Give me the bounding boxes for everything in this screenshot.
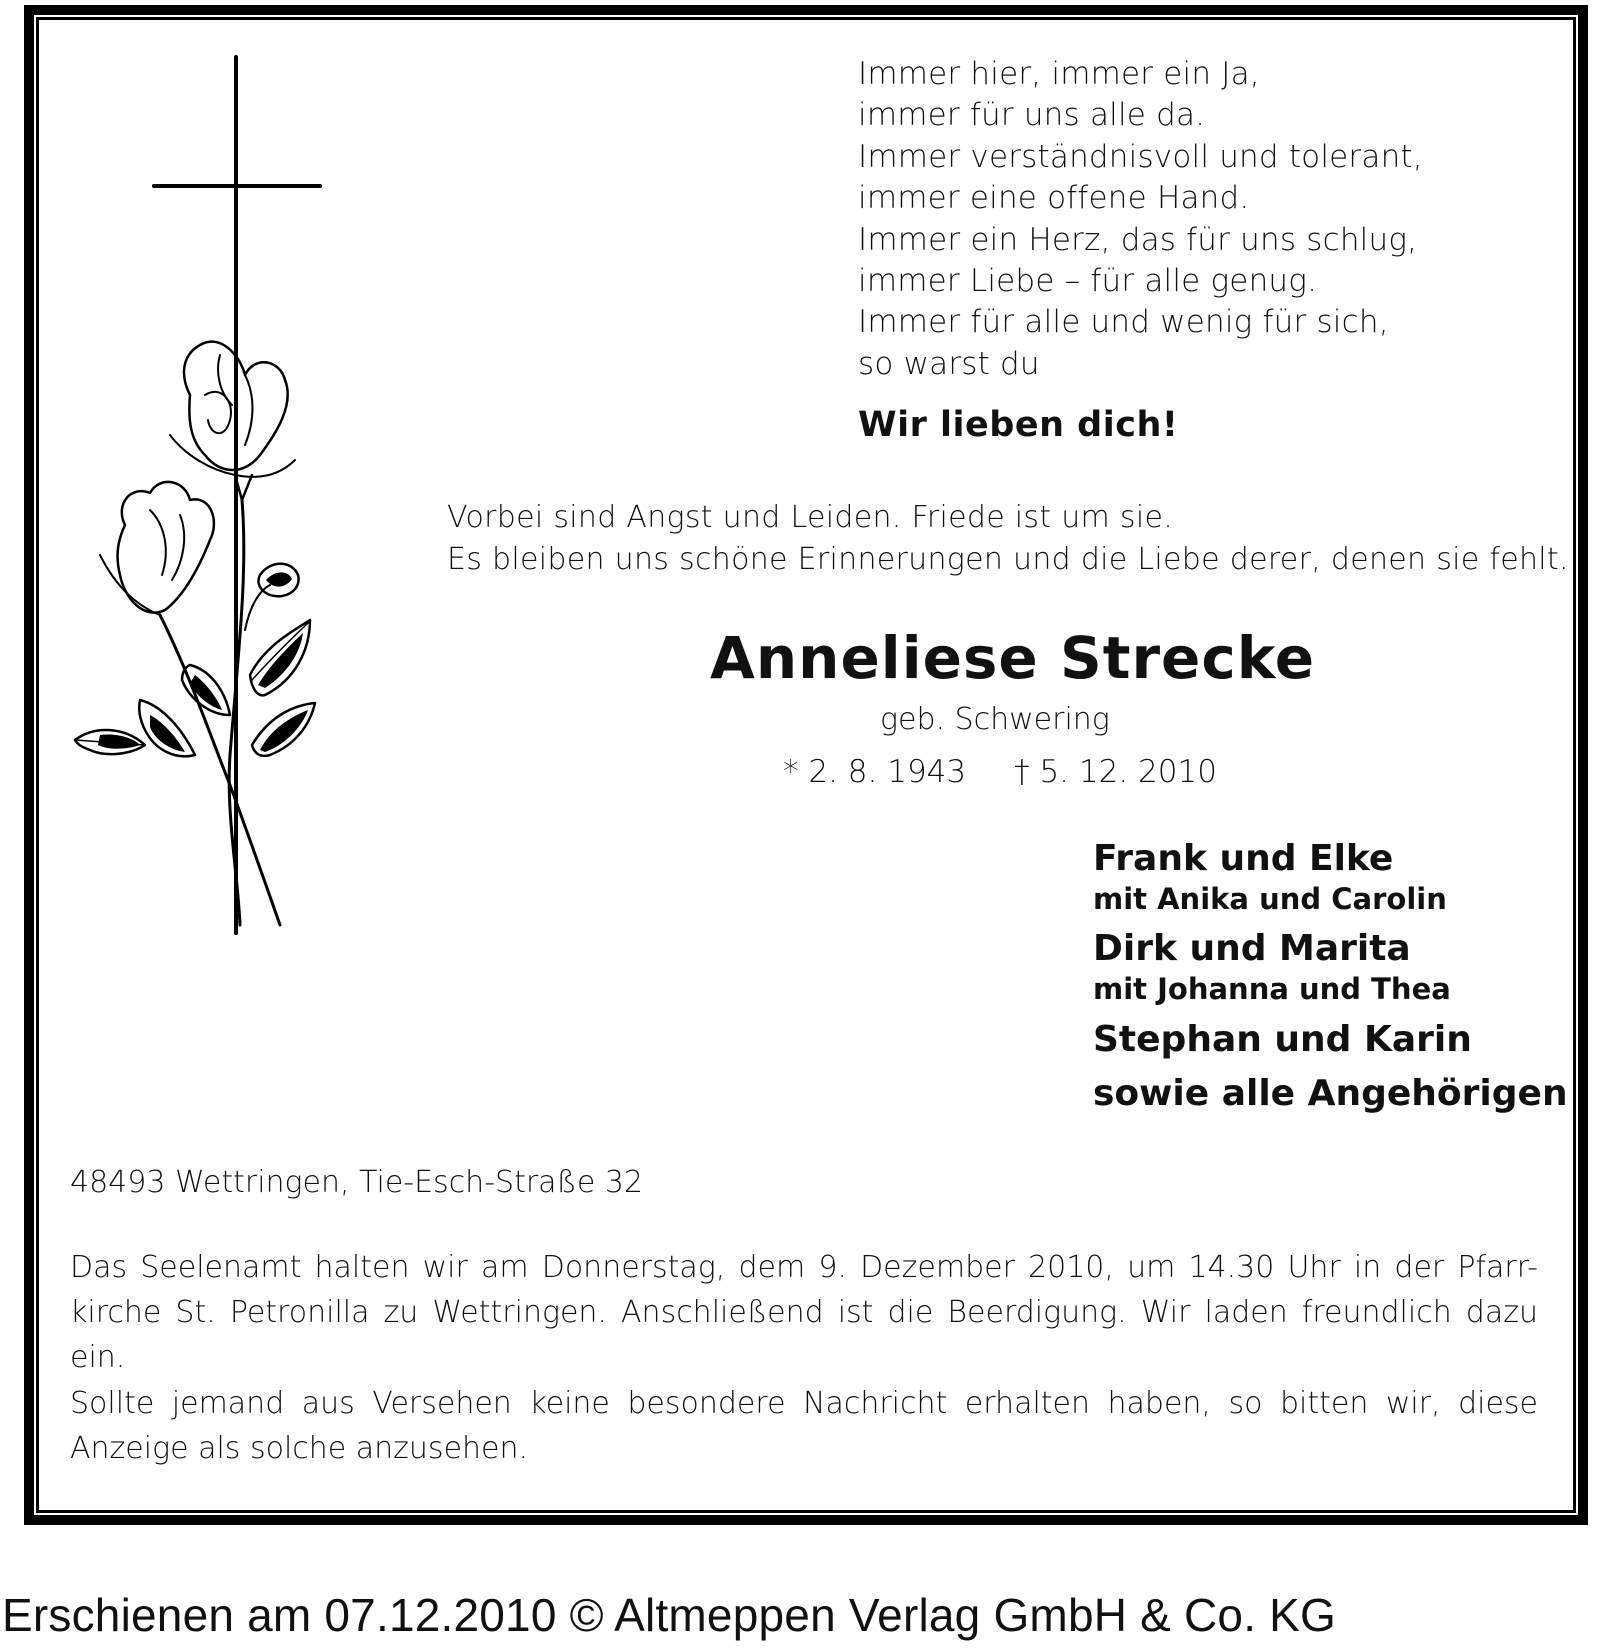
poem-line: immer Liebe – für alle genug. bbox=[858, 262, 1318, 299]
mourner-children: mit Johanna und Thea bbox=[1093, 972, 1451, 1006]
poem bbox=[858, 54, 1423, 385]
poem-line: Immer ein Herz, das für uns schlug, bbox=[858, 221, 1418, 258]
poem-line: Immer hier, immer ein Ja, bbox=[858, 56, 1260, 92]
verse bbox=[447, 497, 1569, 581]
mourner-name: Stephan und Karin bbox=[1093, 1019, 1472, 1060]
birth-date: * 2. 8. 1943 bbox=[783, 754, 967, 790]
verse-line-2: Es bleiben uns schöne Erinnerungen und die Liebe derer, denen sie fehlt. bbox=[447, 542, 1569, 577]
poem-line: Immer für alle und wenig für sich, bbox=[858, 304, 1389, 341]
poem-line: Immer verständnisvoll und tolerant, bbox=[858, 138, 1423, 175]
notice-paragraph: Sollte jemand aus Versehen keine besondere Nachricht erhalten haben, so bitten wir, diese Anzeige als solche anzusehen. bbox=[70, 1386, 1538, 1466]
poem-line: immer eine offene Hand. bbox=[858, 180, 1250, 217]
mourner-name: Frank und Elke bbox=[1093, 838, 1394, 879]
death-date: † 5. 12. 2010 bbox=[1014, 754, 1217, 790]
mourner-name: sowie alle Angehörigen bbox=[1093, 1073, 1568, 1114]
service-paragraph: Das Seelenamt halten wir am Donnerstag, dem 9. Dezember 2010, um 14.30 Uhr in der Pfarr-kirche St. Petronilla zu Wettringen. Anschließend ist die Beerdigung. Wir laden freundlich dazu ein. bbox=[70, 1250, 1538, 1375]
cross-rose-illustration bbox=[70, 55, 340, 945]
publication-credit: Erschienen am 07.12.2010 © Altmeppen Verlag GmbH & Co. KG bbox=[2, 1589, 1337, 1641]
maiden-name: geb. Schwering bbox=[880, 702, 1110, 737]
mourner-name: Dirk und Marita bbox=[1093, 928, 1411, 969]
poem-line: so warst du bbox=[858, 345, 1040, 382]
address: 48493 Wettringen, Tie-Esch-Straße 32 bbox=[70, 1165, 644, 1200]
mourner-children: mit Anika und Carolin bbox=[1093, 882, 1447, 916]
poem-line: immer für uns alle da. bbox=[858, 97, 1206, 134]
verse-line-1: Vorbei sind Angst und Leiden. Friede ist um sie. bbox=[447, 500, 1174, 535]
deceased-name: Anneliese Strecke bbox=[710, 624, 1316, 692]
life-dates bbox=[783, 754, 1217, 790]
poem-closing: Wir lieben dich! bbox=[858, 405, 1179, 445]
